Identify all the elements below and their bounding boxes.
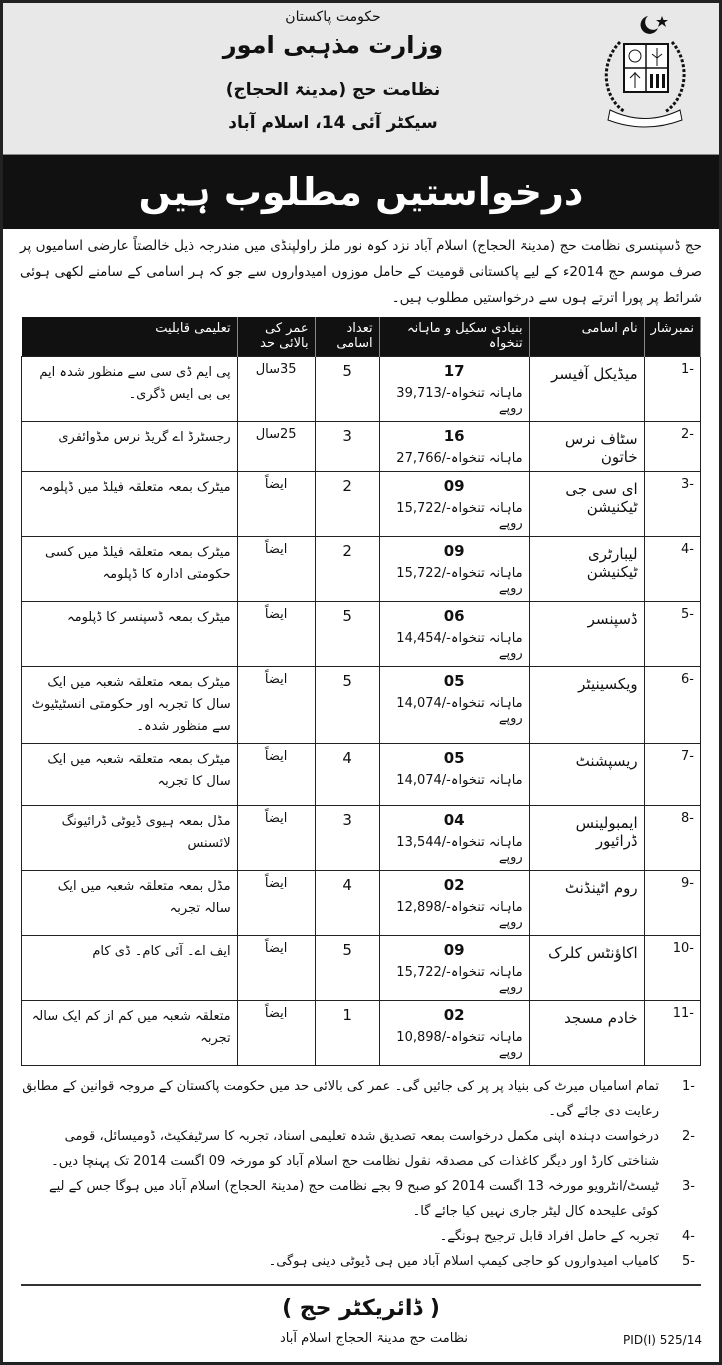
qualification-cell: میٹرک بمعہ متعلقہ شعبہ میں ایک سال کا تجربہ اور حکومتی انسٹیٹیوٹ سے منظور شدہ۔ — [22, 666, 238, 743]
serial-cell: -2 — [644, 421, 700, 471]
table-row — [22, 356, 701, 421]
scale-cell — [379, 421, 529, 471]
post-name-cell: ڈسپنسر — [529, 601, 644, 666]
pid-number: PID(I) 525/14 — [623, 1332, 702, 1347]
age-cell: 35سال — [237, 356, 315, 421]
note-text: تجربہ کے حامل افراد قابل ترجیح ہونگے۔ — [439, 1228, 659, 1244]
age-cell: ایضاً — [237, 870, 315, 935]
note-number: -4 — [682, 1228, 695, 1244]
qualification-cell: مڈل بمعہ متعلقہ شعبہ میں ایک سالہ تجربہ — [22, 870, 238, 935]
grade: 02 — [443, 875, 465, 894]
count-cell: 3 — [315, 805, 379, 870]
scale-cell — [379, 536, 529, 601]
note-text: درخواست دہندہ اپنی مکمل درخواست بمعہ تصدیق شدہ تعلیمی اسناد، تجربہ کا سرٹیفکیٹ، ڈومیسائل، قومی شناختی کارڈ اور دیگر کاغذات کی مصدقہ نقول نظامت حج اسلام آباد کو مورخہ 09 اگست 2014 تک پہنچا دیں۔ — [51, 1128, 659, 1169]
serial-cell: -11 — [644, 1000, 700, 1065]
scale-cell — [379, 666, 529, 743]
grade: 05 — [443, 748, 465, 767]
post-name-cell: ویکسینیٹر — [529, 666, 644, 743]
serial-cell: -7 — [644, 743, 700, 805]
qualification-cell: ایف اے۔ آئی کام۔ ڈی کام — [22, 935, 238, 1000]
table-row — [22, 1000, 701, 1065]
age-cell: ایضاً — [237, 601, 315, 666]
salary: ماہانہ تنخواہ-/39,713 روپے — [396, 385, 523, 416]
age-cell: 25سال — [237, 421, 315, 471]
note-number: -2 — [682, 1128, 695, 1144]
header-qualification: تعلیمی قابلیت — [22, 317, 238, 356]
grade: 16 — [443, 426, 465, 445]
qualification-cell: مڈل بمعہ ہیوی ڈیوٹی ڈرائیونگ لائسنس — [22, 805, 238, 870]
count-cell: 4 — [315, 743, 379, 805]
salary: ماہانہ تنخواہ-/15,722 روپے — [396, 565, 523, 596]
salary: ماہانہ تنخواہ-/13,544 روپے — [396, 834, 523, 865]
salary: ماہانہ تنخواہ-/10,898 روپے — [396, 1029, 523, 1060]
serial-cell: -3 — [644, 471, 700, 536]
scale-cell — [379, 356, 529, 421]
qualification-cell: میٹرک بمعہ متعلقہ فیلڈ میں کسی حکومتی ادارہ کا ڈپلومہ — [22, 536, 238, 601]
grade: 09 — [443, 541, 465, 560]
count-cell: 2 — [315, 471, 379, 536]
banner-title: درخواستیں مطلوب ہیں — [3, 155, 719, 229]
salary: ماہانہ تنخواہ-/15,722 روپے — [396, 964, 523, 995]
salary: ماہانہ تنخواہ-/15,722 روپے — [396, 500, 523, 531]
age-cell: ایضاً — [237, 935, 315, 1000]
count-cell: 1 — [315, 1000, 379, 1065]
table-row — [22, 471, 701, 536]
post-name-cell: ای سی جی ٹیکنیشن — [529, 471, 644, 536]
age-cell: ایضاً — [237, 805, 315, 870]
post-name-cell: ایمبولینس ڈرائیور — [529, 805, 644, 870]
qualification-cell: میٹرک بمعہ متعلقہ فیلڈ میں ڈپلومہ — [22, 471, 238, 536]
grade: 09 — [443, 476, 465, 495]
serial-cell: -4 — [644, 536, 700, 601]
qualification-cell: رجسٹرڈ اے گریڈ نرس مڈوائفری — [22, 421, 238, 471]
salary: ماہانہ تنخواہ-/12,898 روپے — [396, 899, 523, 930]
count-cell: 5 — [315, 356, 379, 421]
scale-cell — [379, 601, 529, 666]
state-emblem-icon — [590, 12, 700, 130]
header-count: تعداد اسامی — [315, 317, 379, 356]
header — [3, 3, 719, 155]
grade: 09 — [443, 940, 465, 959]
signature-row — [14, 1326, 708, 1352]
count-cell: 3 — [315, 421, 379, 471]
table-header-row — [22, 317, 701, 356]
table-row — [22, 666, 701, 743]
serial-cell: -8 — [644, 805, 700, 870]
post-name-cell: اکاؤنٹس کلرک — [529, 935, 644, 1000]
table-row — [22, 536, 701, 601]
qualification-cell: پی ایم ڈی سی سے منظور شدہ ایم بی بی ایس ڈگری۔ — [22, 356, 238, 421]
count-cell: 5 — [315, 666, 379, 743]
table-row — [22, 870, 701, 935]
age-cell: ایضاً — [237, 1000, 315, 1065]
table-row — [22, 805, 701, 870]
count-cell: 5 — [315, 935, 379, 1000]
salary: ماہانہ تنخواہ-/14,074 — [396, 772, 523, 788]
salary: ماہانہ تنخواہ-/27,766 — [396, 450, 523, 466]
table-row — [22, 421, 701, 471]
count-cell: 4 — [315, 870, 379, 935]
grade: 06 — [443, 606, 465, 625]
post-name-cell: ریسپشنٹ — [529, 743, 644, 805]
note-item — [21, 1074, 701, 1124]
salary: ماہانہ تنخواہ-/14,074 روپے — [396, 695, 523, 726]
post-name-cell: سٹاف نرس خاتون — [529, 421, 644, 471]
note-text: ٹیسٹ/انٹرویو مورخہ 13 اگست 2014 کو صبح 9 بجے نظامت حج (مدینۃ الحجاج) اسلام آباد میں ہوگا جس کے لیے کوئی علیحدہ کال لیٹر جاری نہیں کیا جائے گا۔ — [48, 1178, 659, 1219]
note-item — [21, 1249, 701, 1274]
scale-cell — [379, 935, 529, 1000]
age-cell: ایضاً — [237, 743, 315, 805]
note-item — [21, 1224, 701, 1249]
header-serial: نمبرشار — [644, 317, 700, 356]
grade: 05 — [443, 671, 465, 690]
grade: 02 — [443, 1005, 465, 1024]
salary: ماہانہ تنخواہ-/14,454 روپے — [396, 630, 523, 661]
grade: 04 — [443, 810, 465, 829]
address-label: سیکٹر آئی 14، اسلام آباد — [228, 113, 438, 133]
ministry-title: وزارت مذہبی امور — [222, 31, 444, 59]
header-post: نام اسامی — [529, 317, 644, 356]
content — [3, 229, 719, 1362]
count-cell: 2 — [315, 536, 379, 601]
scale-cell — [379, 870, 529, 935]
note-number: -5 — [682, 1253, 695, 1269]
note-text: کامیاب امیدواروں کو حاجی کیمپ اسلام آباد میں ہی ڈیوٹی دینی ہوگی۔ — [268, 1253, 659, 1269]
age-cell: ایضاً — [237, 471, 315, 536]
serial-cell: -9 — [644, 870, 700, 935]
post-name-cell: لیبارٹری ٹیکنیشن — [529, 536, 644, 601]
serial-cell: -1 — [644, 356, 700, 421]
scale-cell — [379, 471, 529, 536]
vacancy-table — [21, 317, 701, 1066]
note-item — [21, 1174, 701, 1224]
notes-list — [21, 1074, 701, 1274]
count-cell: 5 — [315, 601, 379, 666]
note-text: تمام اسامیاں میرٹ کی بنیاد پر پر کی جائیں گی۔ عمر کی بالائی حد میں حکومت پاکستان کے مروجہ قوانین کے مطابق رعایت دی جائے گی۔ — [22, 1078, 659, 1119]
intro-paragraph: حج ڈسپنسری نظامت حج (مدینۃ الحجاج) اسلام آباد نزد کوہ نور ملز راولپنڈی میں مندرجہ ذیل خالصتاً عارضی اسامیوں پر صرف موسم حج 2014ء کے لیے پاکستانی قومیت کے حامل موزوں امیدواروں سے جو کہ ہر اسامی کے سامنے لکھی ہوئی شرائط پر پورا اترتے ہوں سے درخواستیں مطلوب ہیں۔ — [20, 238, 703, 306]
qualification-cell: میٹرک بمعہ ڈسپنسر کا ڈپلومہ — [22, 601, 238, 666]
table-row — [22, 935, 701, 1000]
note-item — [21, 1124, 701, 1174]
serial-cell: -5 — [644, 601, 700, 666]
serial-cell: -10 — [644, 935, 700, 1000]
table-row — [22, 601, 701, 666]
signature-office: نظامت حج مدینۃ الحجاج اسلام آباد — [279, 1330, 468, 1346]
directorate-label: نظامت حج (مدینۃ الحجاج) — [225, 80, 441, 100]
scale-cell — [379, 743, 529, 805]
divider — [21, 1284, 701, 1286]
header-age: عمر کی بالائی حد — [237, 317, 315, 356]
post-name-cell: روم اٹینڈنٹ — [529, 870, 644, 935]
serial-cell: -6 — [644, 666, 700, 743]
age-cell: ایضاً — [237, 666, 315, 743]
age-cell: ایضاً — [237, 536, 315, 601]
government-label: حکومت پاکستان — [285, 9, 381, 25]
header-scale-salary: بنیادی سکیل و ماہانہ تنخواہ — [379, 317, 529, 356]
scale-cell — [379, 1000, 529, 1065]
note-number: -1 — [682, 1078, 695, 1094]
post-name-cell: خادم مسجد — [529, 1000, 644, 1065]
signature-title: ( ڈائریکٹر حج ) — [282, 1295, 440, 1321]
qualification-cell: میٹرک بمعہ متعلقہ شعبہ میں ایک سال کا تجربہ — [22, 743, 238, 805]
table-row — [22, 743, 701, 805]
grade: 17 — [443, 361, 465, 380]
scale-cell — [379, 805, 529, 870]
note-number: -3 — [682, 1178, 695, 1194]
post-name-cell: میڈیکل آفیسر — [529, 356, 644, 421]
qualification-cell: متعلقہ شعبہ میں کم از کم ایک سالہ تجربہ — [22, 1000, 238, 1065]
